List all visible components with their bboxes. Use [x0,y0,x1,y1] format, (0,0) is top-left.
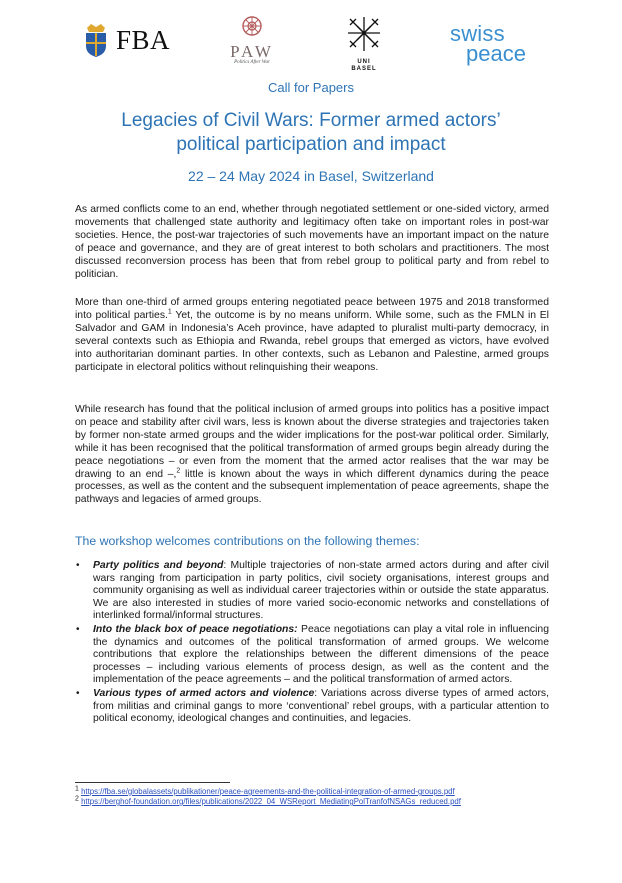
paw-emblem-icon [241,15,263,37]
footnote-1 [75,787,455,796]
unibasel-line1: UNI [357,59,371,65]
themes-list [75,560,549,727]
research-gap-text-b: little is known about the ways in which different dynamics during the peace processes, as well as the content and the subsequent implementation of peace agreements, shape the pathways and legacies of armed groups. [75,468,549,506]
title-line-1: Legacies of Civil Wars: Former armed actors’ [121,110,501,131]
paw-logo [222,15,282,65]
footnote-2 [75,797,461,806]
call-for-papers-label: Call for Papers [268,80,354,95]
swisspeace-line2: peace [466,41,526,66]
context-paragraph-text-b: Yet, the outcome is by no means uniform. While some, such as the FMLN in El Salvador and GAM in Indonesia’s Aceh province, have adapted to pluralist multi-party democracy, in several contexts such as Ethiopia and Rwanda, rebel groups that emerged as victors, have evolved into authoritarian dominant parties. In other contexts, such as Lebanon and Palestine, armed groups participate in electoral politics without relinquishing their weapons. [75,309,549,373]
paw-wordmark: PAW [230,42,274,61]
theme-description: : Multiple trajectories of non-state armed actors during and after civil wars ranging from participation in party politics, civil society organisations, interest groups and community organising as well as individual career trajectories within or outside the state apparatus. We are also interested in studies of more varied socio-economic networks and constellations of interlinked formal/informal structures. [93,560,549,622]
research-gap-paragraph [75,404,549,507]
footnote-1-link[interactable]: https://fba.se/globalassets/publikationer/peace-agreements-and-the-political-integration-of-armed-groups.pdf [81,787,455,796]
research-gap-text-a: While research has found that the political inclusion of armed groups into politics has a positive impact on peace and stability after civil wars, less is known about the diverse strategies and trajectories taken by former non-state armed groups and the wider implications for the post-war political order. Similarly, while it has been recognised that the political transformation of armed groups begin already during the peace negotiations – or even from the moment that the armed actor realises that the war may be drawing to an end –, [75,404,549,480]
logo-bar [0,0,622,80]
unibasel-pattern-icon [347,16,381,54]
footnote-2-number: 2 [75,795,79,803]
footnote-ref-1[interactable]: 1 [167,308,172,316]
theme-title: Various types of armed actors and violence [93,687,315,699]
footnote-1-number: 1 [75,785,79,793]
paw-tagline: Politics After War [234,60,270,65]
theme-description: : Variations across diverse types of armed actors, from militias and criminal gangs to more ‘conventional’ rebel groups, with a particular attention to political economy, ideological changes and continuities, and legacies. [93,687,549,725]
theme-description: Peace negotiations can play a vital role in influencing the dynamics and outcomes of the political transformation of armed groups. We welcome contributions that explore the relationships between the different dimensions of the peace processes – including various elements of process design, as well as the content and the implementation of the peace agreements – and the political transformation of armed actors. [93,623,549,686]
context-paragraph [75,297,549,374]
bullet-icon: • [76,560,80,571]
title-line-2: political participation and impact [176,134,446,155]
page-title [0,109,622,157]
footnote-ref-2[interactable]: 2 [176,467,181,475]
theme-title: Party politics and beyond [93,560,224,571]
list-item [75,560,549,623]
footnote-2-link[interactable]: https://berghof-foundation.org/files/publications/2022_04_WSReport_MediatingPolTranfofNSAGs_reduced.pdf [81,797,461,806]
intro-paragraph: As armed conflicts come to an end, whether through negotiated settlement or one-sided victory, armed movements that challenged state authority and legitimacy often take on important roles in post-war societies. Hence, the post-war trajectories of such movements have an important impact on the nature of peace and governance, and they are of great interest to both scholars and practitioners. The most discussed reconversion process has been that from rebel group to political party and from rebel to politician. [75,204,549,280]
themes-heading: The workshop welcomes contributions on the following themes: [75,534,420,548]
fba-logo [82,22,170,58]
bullet-icon: • [76,623,80,635]
theme-title: Into the black box of peace negotiations: [93,623,298,635]
crown-crest-icon [82,22,110,58]
bullet-icon: • [76,687,80,699]
context-paragraph-text-a: More than one-third of armed groups entering negotiated peace between 1975 and 2018 transformed into political parties. [75,297,549,321]
event-date-location: 22 – 24 May 2024 in Basel, Switzerland [188,168,434,184]
list-item [75,624,549,687]
fba-wordmark: FBA [116,24,171,55]
unibasel-logo [347,16,381,73]
list-item [75,688,549,726]
swisspeace-line1: swiss [450,21,505,46]
unibasel-line2: BASEL [351,66,377,72]
footnote-divider [75,782,230,783]
swisspeace-logo [450,21,526,66]
